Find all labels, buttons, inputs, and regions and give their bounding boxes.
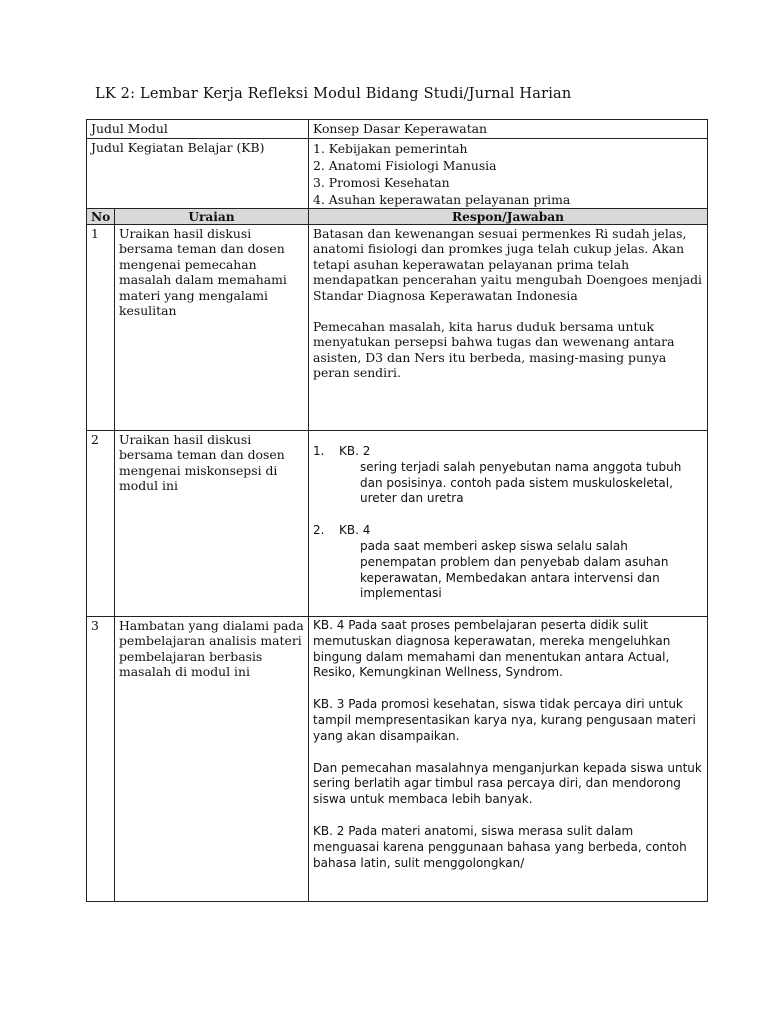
respon-paragraph: Pemecahan masalah, kita harus duduk bersama untuk menyatukan persepsi bahwa tugas dan wewenang antara asisten, D3 dan Ners itu berbeda, masing-masing punya peran sendiri. — [313, 319, 675, 381]
kb-item: 2. Anatomi Fisiologi Manusia — [313, 158, 497, 173]
reflection-table — [86, 119, 708, 902]
header-row — [87, 209, 708, 225]
module-title-row — [87, 120, 708, 139]
miskonsepsi-item-title: 2. KB. 4 — [313, 523, 371, 538]
miskonsepsi-item-text: sering terjadi salah penyebutan nama anggota tubuh dan posisinya. contoh pada sistem muskuloskeletal, ureter dan uretra — [360, 459, 682, 506]
kb-title-row — [87, 139, 708, 209]
row-number: 3 — [87, 617, 115, 902]
kb-item: 1. Kebijakan pemerintah — [313, 141, 468, 156]
header-respon: Respon/Jawaban — [309, 209, 708, 225]
kb-item: 4. Asuhan keperawatan pelayanan prima — [313, 192, 571, 207]
respon-paragraph: KB. 4 Pada saat proses pembelajaran peserta didik sulit memutuskan diagnosa keperawatan, mereka mengeluhkan bingung dalam memahami dan menentukan antara Actual, — [313, 618, 671, 664]
row-number: 1 — [87, 225, 115, 431]
row-respon — [309, 225, 708, 431]
respon-paragraph: Batasan dan kewenangan sesuai permenkes Ri sudah jelas, anatomi fisiologi dan promkes juga telah cukup jelas. Akan tetapi asuhan keperawatan pelayanan prima telah mendapatkan pencerahan yaitu mengubah Doengoes menjadi Standar Diagnosa Keperawatan Indonesia — [313, 226, 702, 303]
respon-paragraph: Dan pemecahan masalahnya menganjurkan kepada siswa untuk sering berlatih agar timbul rasa percaya diri, dan mendorong siswa untuk membaca lebih banyak. — [313, 760, 702, 807]
module-title-value: Konsep Dasar Keperawatan — [309, 120, 708, 139]
module-title-label: Judul Modul — [87, 120, 309, 139]
table-row — [87, 225, 708, 431]
table-row — [87, 431, 708, 617]
miskonsepsi-item-text: pada saat memberi askep siswa selalu salah penempatan problem dan penyebab dalam asuhan keperawatan, Membedakan antara intervensi dan implementasi — [360, 538, 669, 601]
kb-title-label: Judul Kegiatan Belajar (KB) — [87, 139, 309, 209]
row-uraian: Uraikan hasil diskusi bersama teman dan dosen mengenai miskonsepsi di modul ini — [115, 431, 309, 617]
header-no: No — [87, 209, 115, 225]
respon-paragraph: KB. 3 Pada promosi kesehatan, siswa tidak percaya diri untuk tampil mempresentasikan karya nya, kurang pengusaan materi yang akan disampaikan. — [313, 697, 696, 743]
row-uraian: Hambatan yang dialami pada pembelajaran analisis materi pembelajaran berbasis masalah di modul ini — [115, 617, 309, 902]
header-uraian: Uraian — [115, 209, 309, 225]
kb-list — [309, 139, 708, 209]
kb-item: 3. Promosi Kesehatan — [313, 175, 450, 190]
respon-paragraph: KB. 2 Pada materi anatomi, siswa merasa sulit dalam menguasai karena penggunaan bahasa yang berbeda, contoh bahasa latin, sulit menggolongkan/ — [313, 823, 687, 870]
row-number: 2 — [87, 431, 115, 617]
row-uraian: Uraikan hasil diskusi bersama teman dan dosen mengenai pemecahan masalah dalam memahami materi yang mengalami kesulitan — [115, 225, 309, 431]
row-respon — [309, 431, 708, 617]
worksheet-title: LK 2: Lembar Kerja Refleksi Modul Bidang Studi/Jurnal Harian — [95, 86, 572, 102]
miskonsepsi-item-title: 1. KB. 2 — [313, 444, 371, 458]
table-row — [87, 617, 708, 902]
row-respon — [309, 617, 708, 902]
respon-paragraph: Resiko, Kemungkinan Wellness, Syndrom. — [313, 665, 563, 680]
